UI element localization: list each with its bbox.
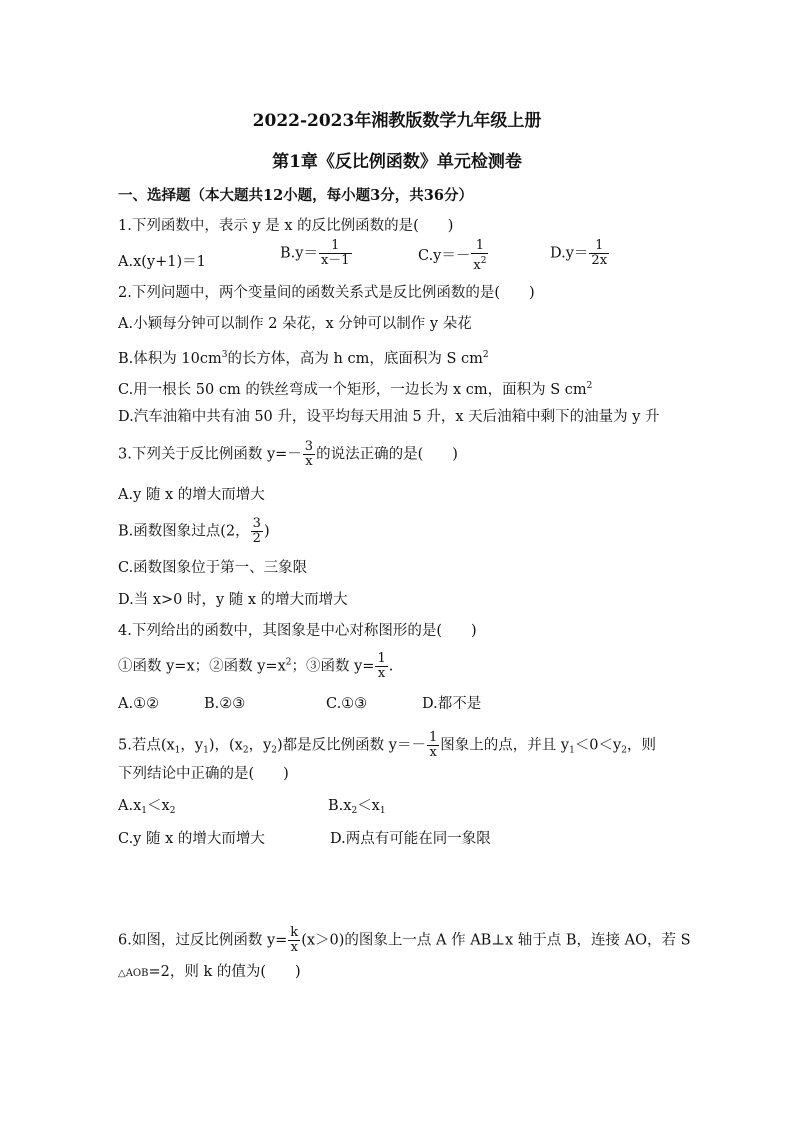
q3-option-d: D.当 x>0 时，y 随 x 的增大而增大 — [118, 592, 348, 608]
q5-sub-b: 1 — [203, 745, 209, 756]
q5-a-sub1: 1 — [141, 806, 147, 816]
q5-b-pre: B.x — [328, 798, 352, 814]
q1-b-label: B.y＝ — [280, 245, 318, 262]
q4-line-pre: ①函数 y=x；②函数 y=x — [118, 658, 286, 675]
q6-num: k — [290, 925, 299, 940]
q5-line2: 下列结论中正确的是( ) — [118, 766, 289, 782]
q6-line2 — [118, 962, 301, 984]
q3-option-a: A.y 随 x 的增大而增大 — [118, 487, 265, 503]
q2-b-part2: 的长方体，高为 h cm，底面积为 S cm — [227, 351, 483, 367]
q5-s6: ＜0＜y — [574, 737, 622, 754]
q2-option-b — [118, 345, 489, 369]
q5-s7: ，则 — [626, 737, 656, 754]
q4-fraction — [375, 652, 387, 681]
q1-option-d — [550, 239, 610, 268]
q4-line-post: . — [388, 658, 394, 675]
q1-c-label: C.y＝－ — [418, 248, 471, 264]
q5-b-sub1: 2 — [351, 806, 358, 816]
q4-functions — [118, 652, 393, 681]
q5-stem — [118, 731, 656, 761]
q5-option-d: D.两点有可能在同一象限 — [330, 831, 491, 847]
q5-a-mid: ＜x — [147, 798, 170, 814]
q2-b-exp3: 3 — [221, 350, 228, 360]
q5-b-sub2: 1 — [379, 806, 386, 816]
q4-option-b: B.②③ — [204, 696, 246, 712]
q4-line-mid: ；③函数 y= — [291, 658, 375, 675]
q3-stem — [118, 440, 458, 469]
q3-b-den: 2 — [252, 531, 261, 546]
q1-c-num: 1 — [475, 238, 485, 253]
q6-subscript: △AOB — [118, 968, 149, 979]
q3-option-b — [118, 517, 270, 546]
q1-b-num: 1 — [331, 238, 340, 253]
q5-sub-d: 2 — [271, 745, 278, 756]
q5-sub-a: 1 — [174, 745, 181, 756]
q6-stem — [118, 926, 691, 955]
q6-den: x — [288, 940, 300, 955]
q1-c-exp: 2 — [480, 256, 487, 266]
q2-c-exp: 2 — [586, 381, 593, 391]
q3-b-post: ) — [263, 523, 270, 540]
q5-fraction — [427, 731, 439, 760]
q5-s1: ，y — [180, 737, 204, 754]
q4-num: 1 — [377, 651, 386, 666]
q1-d-label: D.y＝ — [550, 245, 589, 262]
q1-c-fraction — [471, 239, 488, 273]
q3-stem-pre: 3.下列关于反比例函数 y=－ — [118, 446, 302, 463]
q5-a-pre: A.x — [118, 798, 142, 814]
q4-option-d: D.都不是 — [422, 696, 482, 712]
q5-s2: )，(x — [208, 737, 243, 754]
q5-den: x — [427, 745, 439, 760]
q4-stem: 4.下列给出的函数中，其图象是中心对称图形的是( ) — [118, 623, 477, 639]
q3-den: x — [303, 454, 315, 469]
q5-num: 1 — [428, 730, 438, 745]
q5-sub-f: 2 — [621, 745, 627, 756]
q4-option-c: C.①③ — [326, 696, 368, 712]
q6-fraction — [288, 926, 300, 955]
q6-stem-post: (x＞0)的图象上一点 A 作 AB⊥x 轴于点 B，连接 AO，若 S — [301, 932, 691, 949]
q4-option-a: A.①② — [118, 696, 160, 712]
q1-d-fraction — [589, 239, 609, 268]
q6-line2-text: =2，则 k 的值为( ) — [148, 964, 301, 980]
q2-b-part1: B.体积为 10cm — [118, 351, 222, 367]
q5-option-a — [118, 796, 175, 821]
q3-b-fraction — [251, 517, 263, 546]
q3-fraction — [303, 440, 315, 469]
q5-sub-e: 1 — [569, 745, 575, 756]
q2-option-c — [118, 376, 592, 400]
q5-s3: ，y — [248, 737, 272, 754]
q1-c-den — [471, 253, 488, 273]
q3-option-c: C.函数图象位于第一、三象限 — [118, 560, 308, 576]
document-subtitle: 第1章《反比例函数》单元检测卷 — [272, 152, 522, 172]
q1-b-den: x－1 — [320, 253, 350, 268]
section-heading: 一、选择题（本大题共12小题，每小题3分，共36分） — [118, 187, 473, 204]
q5-s0: 5.若点(x — [118, 737, 175, 754]
q5-b-mid: ＜x — [357, 798, 380, 814]
q1-c-den-base: x — [473, 258, 481, 273]
q6-stem-pre: 6.如图，过反比例函数 y= — [118, 932, 288, 949]
q2-c-text: C.用一根长 50 cm 的铁丝弯成一个矩形，一边长为 x cm，面积为 S cm — [118, 382, 587, 398]
q2-option-d: D.汽车油箱中共有油 50 升，设平均每天用油 5 升，x 天后油箱中剩下的油量为 y 升 — [118, 409, 660, 425]
q3-stem-post: 的说法正确的是( ) — [316, 446, 458, 463]
q3-b-pre: B.函数图象过点(2， — [118, 523, 250, 540]
q5-option-c: C.y 随 x 的增大而增大 — [118, 831, 265, 847]
q5-option-b — [328, 796, 386, 821]
q1-d-num: 1 — [595, 238, 604, 253]
q1-d-den: 2x — [591, 253, 608, 268]
q5-s4: )都是反比例函数 y＝－ — [277, 737, 426, 754]
q2-b-exp2: 2 — [482, 350, 489, 360]
q5-a-sub2: 2 — [169, 806, 176, 816]
q5-s5: 图象上的点，并且 y — [440, 737, 570, 754]
q1-option-c — [418, 239, 489, 273]
q3-num: 3 — [304, 439, 314, 454]
q3-b-num: 3 — [252, 516, 261, 531]
q4-exp: 2 — [285, 657, 292, 668]
q1-option-b — [280, 239, 353, 268]
q1-b-fraction — [319, 239, 352, 268]
q2-option-a: A.小颖每分钟可以制作 2 朵花，x 分钟可以制作 y 朵花 — [118, 316, 472, 332]
document-title: 2022-2023年湘教版数学九年级上册 — [252, 111, 542, 131]
q5-sub-c: 2 — [242, 745, 249, 756]
q1-stem: 1.下列函数中，表示 y 是 x 的反比例函数的是( ) — [118, 218, 454, 234]
q4-den: x — [375, 666, 387, 681]
q1-option-a: A.x(y+1)＝1 — [118, 254, 206, 270]
q2-stem: 2.下列问题中，两个变量间的函数关系式是反比例函数的是( ) — [118, 285, 535, 301]
